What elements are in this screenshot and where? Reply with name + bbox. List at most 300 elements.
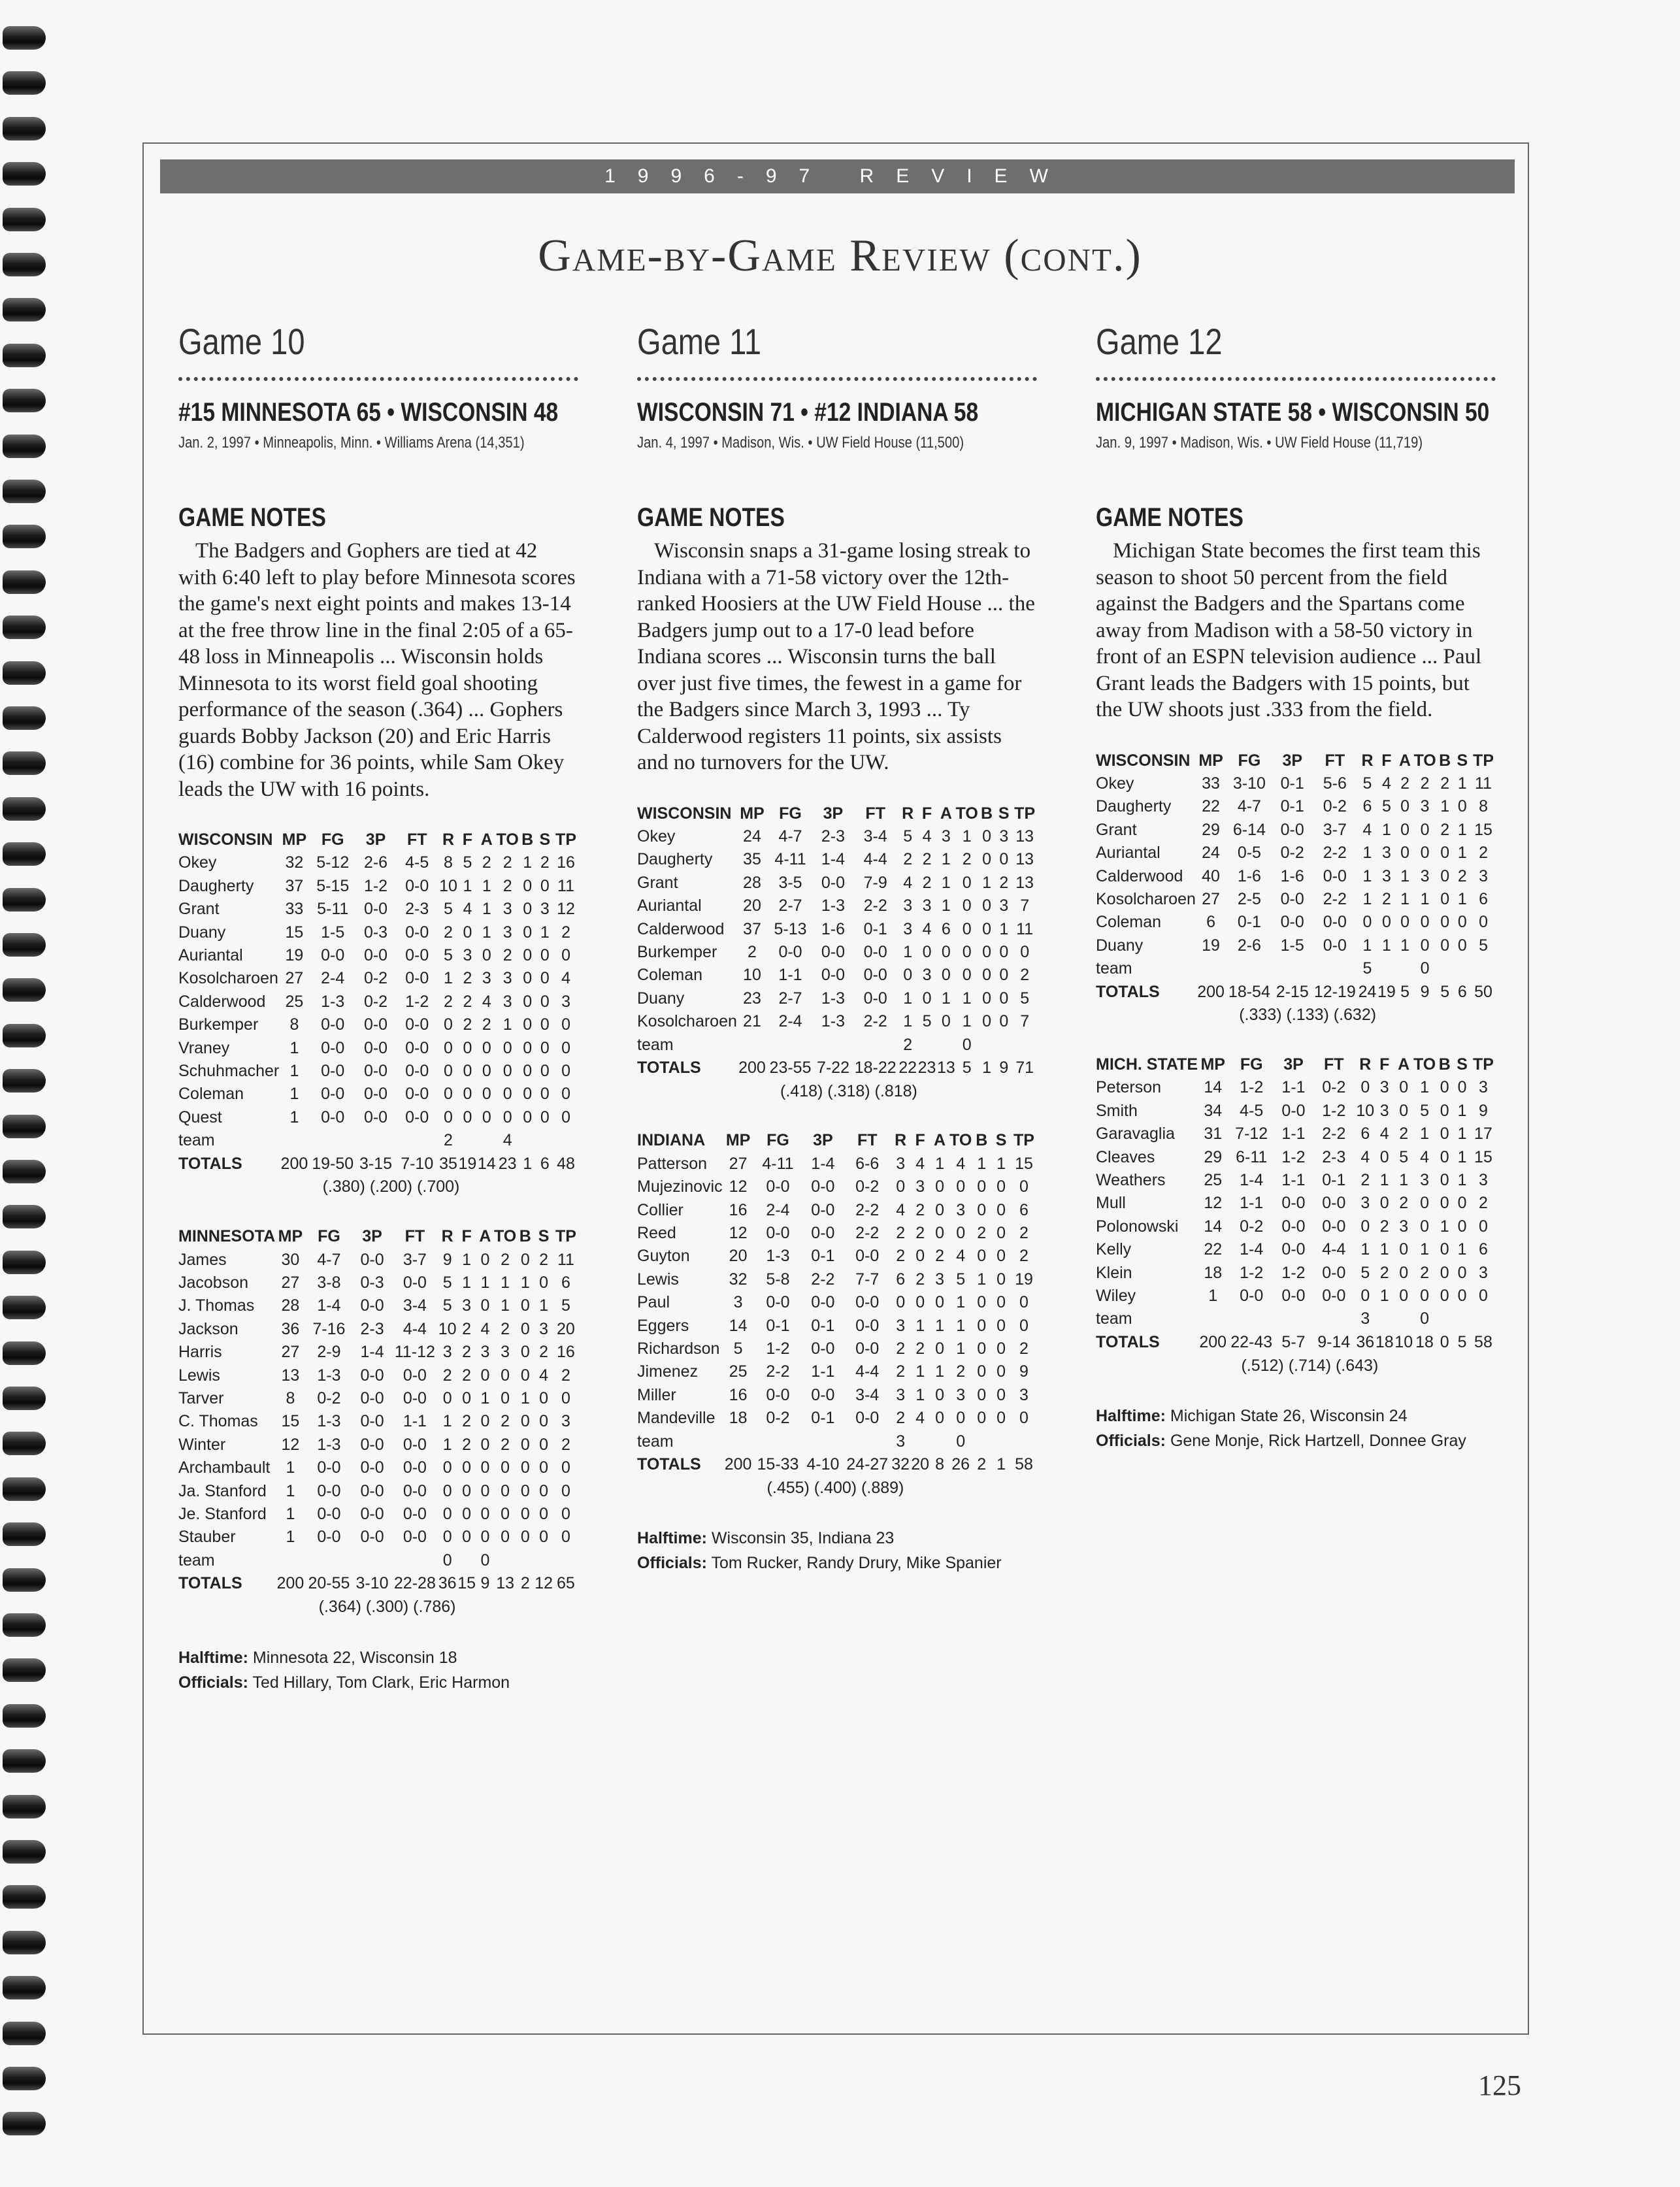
stat-cell: 3 xyxy=(463,946,472,965)
stat-cell: 7-12 xyxy=(1235,1125,1268,1143)
stat-cell: 1 xyxy=(289,1062,299,1081)
stat-cell: 0 xyxy=(896,1177,906,1196)
stat-cell: 2-2 xyxy=(1323,889,1347,908)
stat-cell: 4 xyxy=(561,969,570,988)
stat-cell: 0 xyxy=(540,946,550,965)
stat-cell: 19 xyxy=(1015,1270,1033,1289)
player-row xyxy=(1096,842,1496,864)
percentages-row xyxy=(178,1596,578,1619)
stat-cell: 0 xyxy=(922,989,932,1008)
stat-cell: 33 xyxy=(285,900,304,919)
stat-cell: 2 xyxy=(1420,1263,1430,1282)
stat-cell: 0 xyxy=(523,992,533,1011)
stat-cell: 4-5 xyxy=(1240,1101,1264,1120)
stat-cell: 0-3 xyxy=(363,923,388,942)
stat-cell xyxy=(1394,1307,1413,1330)
stat-cell: 2-3 xyxy=(360,1319,384,1338)
stat-cell: 3 xyxy=(1479,1078,1488,1097)
stat-cell: 2 xyxy=(462,1435,472,1454)
stat-cell xyxy=(279,1129,309,1152)
stat-cell: 1-1 xyxy=(1281,1125,1306,1143)
stat-cell: 1 xyxy=(1362,866,1372,885)
stat-cell: 21 xyxy=(743,1012,761,1031)
stat-cell: 3-8 xyxy=(317,1273,341,1292)
stat-cell: 1 xyxy=(1360,1240,1370,1259)
player-row xyxy=(178,1129,578,1152)
stat-cell: 0 xyxy=(540,1062,550,1081)
percentages-row xyxy=(1096,1354,1496,1377)
stat-cell: 0-1 xyxy=(1322,1171,1346,1189)
stat-cell: 22 xyxy=(1202,797,1220,816)
stat-cell: 0-0 xyxy=(863,942,887,961)
stat-cell: 6-14 xyxy=(1232,820,1266,839)
stat-cell: 0 xyxy=(480,1412,490,1431)
player-name: Richardson xyxy=(637,1340,720,1358)
stat-cell xyxy=(917,1034,936,1057)
stat-cell: 0-0 xyxy=(1281,1240,1306,1259)
stat-cell: 0-0 xyxy=(363,1085,388,1104)
stat-cell: 1 xyxy=(1457,889,1467,908)
stat-cell: 0-2 xyxy=(1322,1078,1346,1097)
binding-ring xyxy=(3,435,46,458)
stat-cell: 3 xyxy=(1420,866,1430,885)
stat-cell: 0-0 xyxy=(1280,913,1304,932)
stat-cell: 4 xyxy=(1360,1147,1370,1166)
stat-cell: 2-2 xyxy=(863,1012,887,1031)
stat-cell: 0-0 xyxy=(855,1316,880,1335)
stat-cell: 2 xyxy=(502,946,512,965)
game-footer xyxy=(637,1526,1037,1575)
stat-cell: 1 xyxy=(1457,774,1467,793)
stat-cell: 1 xyxy=(463,876,472,895)
column-header: 3P xyxy=(1283,1055,1304,1074)
stat-cell: 1 xyxy=(941,989,951,1008)
stat-cell xyxy=(1273,957,1312,980)
totals-row xyxy=(178,1153,578,1176)
stat-cell: 2 xyxy=(561,923,570,942)
column-header: MP xyxy=(1198,751,1223,770)
stat-cell xyxy=(723,1430,754,1453)
stat-cell: 0 xyxy=(1360,1217,1370,1236)
totals-cell: 200 xyxy=(280,1154,308,1173)
stat-cell: 20 xyxy=(557,1319,575,1338)
stat-cell: 0 xyxy=(962,873,972,892)
binding-ring xyxy=(3,1658,46,1682)
stat-cell: 15 xyxy=(1474,820,1492,839)
stat-cell: 0-0 xyxy=(405,1108,429,1126)
stat-cell: 1-6 xyxy=(1237,866,1261,885)
totals-cell: 18 xyxy=(1375,1332,1394,1351)
binding-ring xyxy=(3,1568,46,1592)
officials-line xyxy=(637,1551,1037,1575)
player-row xyxy=(637,825,1037,848)
totals-row xyxy=(637,1057,1037,1079)
binding-ring xyxy=(3,1341,46,1365)
stat-cell: 0 xyxy=(962,896,972,915)
stat-cell: 1 xyxy=(444,969,453,988)
stat-cell: 0 xyxy=(996,1247,1006,1266)
stat-cell: 0 xyxy=(1457,797,1467,816)
stat-cell: 1 xyxy=(1457,1171,1467,1189)
stat-cell: 0-0 xyxy=(403,1366,427,1385)
stat-cell: 0-0 xyxy=(317,1481,341,1500)
stat-cell: 2 xyxy=(444,992,453,1011)
game-heading: Game 12 xyxy=(1096,321,1223,362)
stat-cell: 0 xyxy=(482,1062,491,1081)
binding-ring xyxy=(3,71,46,95)
stat-cell: 1 xyxy=(1420,1125,1430,1143)
column-header: F xyxy=(461,1227,472,1246)
stat-cell: 0 xyxy=(935,1293,945,1312)
stat-cell: 0 xyxy=(935,1177,945,1196)
binding-ring xyxy=(3,1840,46,1864)
stat-cell xyxy=(1198,1307,1228,1330)
stat-cell: 0 xyxy=(962,919,972,938)
stat-cell: 3 xyxy=(922,966,932,985)
stat-cell: 1 xyxy=(956,1293,966,1312)
stat-cell: 3 xyxy=(1381,844,1391,863)
game-notes xyxy=(637,538,1037,776)
stat-cell xyxy=(1226,957,1272,980)
stat-cell: 5-11 xyxy=(317,900,349,919)
totals-cell: 19 xyxy=(1377,982,1396,1001)
stat-cell: 12 xyxy=(557,900,575,919)
stat-cell: 2 xyxy=(463,969,472,988)
player-row xyxy=(1096,865,1496,888)
stat-cell: 0 xyxy=(1020,942,1030,961)
stat-cell: 0 xyxy=(977,1340,987,1358)
stat-cell: 2-5 xyxy=(1237,889,1261,908)
stat-cell: 0 xyxy=(962,966,972,985)
stat-cell: 0-0 xyxy=(811,1293,835,1312)
stat-cell: 0-2 xyxy=(317,1389,341,1407)
box-score-header xyxy=(1096,1053,1496,1076)
stat-cell: 15 xyxy=(285,923,304,942)
player-name: Wiley xyxy=(1096,1287,1136,1306)
stat-cell: 0 xyxy=(482,1108,491,1126)
stat-cell: 7-9 xyxy=(863,873,887,892)
stat-cell: 2 xyxy=(501,1412,510,1431)
stat-cell: 0 xyxy=(540,969,550,988)
stat-cell: 0-0 xyxy=(360,1481,384,1500)
player-row xyxy=(178,875,578,898)
stat-cell: 0-0 xyxy=(811,1224,835,1242)
stat-cell: 0-0 xyxy=(405,1085,429,1104)
binding-ring xyxy=(3,1296,46,1319)
page-number: 125 xyxy=(1478,2069,1521,2101)
column-header: 3P xyxy=(813,1131,833,1150)
stat-cell xyxy=(1375,1307,1394,1330)
stat-cell: 0 xyxy=(462,1389,472,1407)
stat-cell: 0 xyxy=(561,1038,570,1057)
stat-cell: 1-1 xyxy=(811,1362,835,1381)
stat-cell: 1 xyxy=(1362,844,1372,863)
totals-cell: 50 xyxy=(1474,982,1492,1001)
stat-cell: 0 xyxy=(977,1409,987,1428)
totals-cell: 200 xyxy=(1199,1332,1227,1351)
stat-cell: 0 xyxy=(539,1435,549,1454)
stat-cell: 1 xyxy=(286,1481,295,1500)
player-name: Burkemper xyxy=(637,942,717,961)
stat-cell: 1 xyxy=(442,1435,452,1454)
stat-cell: 0-0 xyxy=(405,1015,429,1034)
stat-cell: 0-0 xyxy=(821,873,846,892)
player-name: Kosolcharoen xyxy=(1096,889,1196,908)
stat-cell: 6 xyxy=(896,1270,906,1289)
player-name: team xyxy=(1096,1309,1132,1328)
stat-cell: 5 xyxy=(903,827,913,846)
stat-cell: 2 xyxy=(1420,774,1430,793)
stat-cell: 3 xyxy=(1479,1171,1488,1189)
stat-cell: 0-0 xyxy=(403,1389,427,1407)
stat-cell: 0 xyxy=(561,946,570,965)
player-name: Coleman xyxy=(637,966,703,985)
stat-cell: 1-4 xyxy=(1240,1240,1264,1259)
game-11-column xyxy=(637,320,1037,1575)
totals-cell: 9 xyxy=(999,1058,1009,1077)
player-name: Okey xyxy=(1096,774,1134,793)
stat-cell: 0-0 xyxy=(403,1528,427,1547)
stat-cell: 0 xyxy=(501,1366,510,1385)
stat-cell xyxy=(477,1129,496,1152)
stat-cell: 0 xyxy=(1399,1078,1409,1097)
halftime-line xyxy=(1096,1404,1496,1428)
stat-cell: 9 xyxy=(1479,1101,1488,1120)
stat-cell: 0 xyxy=(523,1108,533,1126)
stat-cell: 12 xyxy=(281,1435,300,1454)
column-header: B xyxy=(1439,751,1451,770)
stat-cell: 3 xyxy=(999,896,1009,915)
stat-cell xyxy=(737,1034,767,1057)
stat-cell: 20 xyxy=(743,896,761,915)
player-row xyxy=(178,1341,578,1364)
player-row xyxy=(637,1034,1037,1057)
stat-cell: 0 xyxy=(996,1293,1006,1312)
stat-cell: 0 xyxy=(462,1481,472,1500)
stat-cell: 0-0 xyxy=(405,1062,429,1081)
player-row xyxy=(637,1010,1037,1033)
stat-cell: 0-0 xyxy=(363,946,388,965)
player-row xyxy=(178,1480,578,1503)
player-name: Peterson xyxy=(1096,1078,1162,1097)
stat-cell: 0 xyxy=(540,1085,550,1104)
stat-cell: 1-4 xyxy=(821,850,846,869)
shooting-percentages: (.512) (.714) (.643) xyxy=(1241,1356,1379,1375)
stat-cell: 0 xyxy=(501,1481,510,1500)
stat-cell: 4-4 xyxy=(403,1319,427,1338)
stat-cell: 11 xyxy=(1475,774,1492,793)
stat-cell: 0 xyxy=(444,1038,453,1057)
stat-cell: 0-2 xyxy=(1323,797,1347,816)
column-header: MP xyxy=(740,804,765,823)
stat-cell: 0-0 xyxy=(855,1247,880,1266)
stat-cell: 2 xyxy=(903,850,913,869)
stat-cell: 1 xyxy=(462,1250,472,1269)
stat-cell: 2 xyxy=(896,1362,906,1381)
stat-cell: 2 xyxy=(1379,1263,1389,1282)
stat-cell: 0-0 xyxy=(1281,1194,1306,1213)
stat-cell: 1 xyxy=(442,1412,452,1431)
stat-cell: 0 xyxy=(1399,1240,1409,1259)
stat-cell: 1 xyxy=(286,1504,295,1523)
stat-cell: 1 xyxy=(1362,889,1372,908)
stat-cell: 0 xyxy=(520,1528,530,1547)
player-name: Tarver xyxy=(178,1389,224,1407)
stat-cell: 4 xyxy=(956,1247,966,1266)
stat-cell: 1 xyxy=(286,1458,295,1477)
stat-cell: 0 xyxy=(996,1340,1006,1358)
stat-cell: 1 xyxy=(982,873,991,892)
stat-cell: 0-0 xyxy=(403,1504,427,1523)
totals-cell: 200 xyxy=(276,1574,305,1593)
stat-cell: 2 xyxy=(442,1366,452,1385)
stat-cell: 1-3 xyxy=(317,1366,341,1385)
box-score-header xyxy=(178,829,578,851)
stat-cell: 1 xyxy=(286,1528,295,1547)
stat-cell: 11 xyxy=(1016,919,1034,938)
stat-cell: 3 xyxy=(1420,797,1430,816)
stat-cell: 0-0 xyxy=(360,1435,384,1454)
stat-cell: 0-0 xyxy=(403,1481,427,1500)
stat-cell: 0-2 xyxy=(1240,1217,1264,1236)
stat-cell: 0 xyxy=(539,1458,549,1477)
stat-cell: 0 xyxy=(915,1293,925,1312)
stat-cell: 0 xyxy=(941,966,951,985)
player-row xyxy=(637,1176,1037,1198)
stat-cell xyxy=(1011,1430,1037,1453)
player-name: Cleaves xyxy=(1096,1147,1155,1166)
column-header: TP xyxy=(1013,1131,1034,1150)
game-notes-text: The Badgers and Gophers are tied at 42 with 6:40 left to play before Minnesota scores the game's next eight points and makes 13-14 at the free throw line in the final 2:05 of a 65-48 loss in Minneapolis ... Wisconsin holds Minnesota to its worst field goal shooting performance of the season (.364) ... Gophers guards Bobby Jackson (20) and Eric Harris (16) combine for 36 points, while Sam Okey leads the UW with 16 points. xyxy=(178,539,576,801)
stat-cell: 0 xyxy=(520,1412,530,1431)
column-header: B xyxy=(519,1227,531,1246)
totals-cell: 8 xyxy=(935,1455,945,1474)
stat-cell: 0 xyxy=(1457,1194,1467,1213)
stat-cell: 0-0 xyxy=(1323,936,1347,955)
stat-cell: 0 xyxy=(996,1200,1006,1219)
column-header: FT xyxy=(1325,751,1345,770)
stat-cell: 0-2 xyxy=(363,992,388,1011)
stat-cell: 1 xyxy=(482,900,491,919)
player-row xyxy=(637,1245,1037,1268)
stat-cell: 5 xyxy=(1479,936,1488,955)
stat-cell: 0 xyxy=(935,1340,945,1358)
stat-cell: 0 xyxy=(982,989,991,1008)
stat-cell: 0 xyxy=(502,1085,512,1104)
stat-cell: 0 xyxy=(1399,1101,1409,1120)
column-header: A xyxy=(934,1131,946,1150)
player-row xyxy=(637,1384,1037,1407)
stat-cell: 0-2 xyxy=(766,1409,790,1428)
stat-cell: 0-0 xyxy=(317,1504,341,1523)
stat-cell: 0-0 xyxy=(321,1062,345,1081)
player-row xyxy=(1096,772,1496,795)
game-footer xyxy=(178,1645,578,1695)
stat-cell: 6 xyxy=(1360,1125,1370,1143)
binding-ring xyxy=(3,525,46,548)
binding-ring xyxy=(3,2022,46,2045)
stat-cell: 1 xyxy=(520,1273,530,1292)
player-row xyxy=(1096,1076,1496,1099)
stat-cell: 0 xyxy=(1420,959,1430,978)
stat-cell: 0 xyxy=(539,1504,549,1523)
stat-cell: 1 xyxy=(935,1154,945,1173)
game-10-column xyxy=(178,320,578,1695)
stat-cell: 0 xyxy=(1457,1263,1467,1282)
stat-cell: 0 xyxy=(520,1296,530,1315)
totals-cell: 0 xyxy=(1440,1332,1449,1351)
column-header: F xyxy=(1381,751,1392,770)
stat-cell: 5-8 xyxy=(766,1270,790,1289)
stat-cell: 1 xyxy=(480,1389,490,1407)
stat-cell: 1 xyxy=(941,896,951,915)
stat-cell: 2 xyxy=(482,853,491,872)
stat-cell: 0 xyxy=(540,1015,550,1034)
stat-cell: 2-4 xyxy=(321,969,345,988)
stat-cell: 4 xyxy=(915,1154,925,1173)
stat-cell: 0-0 xyxy=(317,1528,341,1547)
stat-cell: 3 xyxy=(896,1385,906,1404)
totals-cell: 1 xyxy=(982,1058,991,1077)
stat-cell: 0 xyxy=(1360,1078,1370,1097)
column-header: R xyxy=(442,830,455,849)
totals-cell: 5 xyxy=(1457,1332,1467,1351)
totals-cell: 32 xyxy=(891,1455,910,1474)
stat-cell: 0 xyxy=(442,1504,452,1523)
totals-cell: 2 xyxy=(520,1574,530,1593)
stat-cell xyxy=(936,1034,955,1057)
stat-cell: 0 xyxy=(1019,1293,1029,1312)
stat-cell: 7 xyxy=(1020,1012,1030,1031)
stat-cell: 0 xyxy=(520,1504,530,1523)
player-name: Grant xyxy=(637,873,678,892)
shooting-percentages: (.380) (.200) (.700) xyxy=(322,1177,460,1196)
game-score: #15 MINNESOTA 65 • WISCONSIN 48 xyxy=(178,398,559,427)
totals-cell: 24-27 xyxy=(846,1455,889,1474)
stat-cell: 27 xyxy=(729,1154,748,1173)
stat-cell: 0 xyxy=(999,1012,1009,1031)
stat-cell: 13 xyxy=(1015,873,1034,892)
stat-cell xyxy=(910,1430,930,1453)
stat-cell: 0 xyxy=(520,1435,530,1454)
stat-cell: 0 xyxy=(540,1108,550,1126)
stat-cell: 0 xyxy=(1019,1409,1029,1428)
stat-cell: 0 xyxy=(982,966,991,985)
stat-cell: 0 xyxy=(539,1273,549,1292)
stat-cell: 0-2 xyxy=(363,969,388,988)
stat-cell: 15 xyxy=(1474,1147,1492,1166)
stat-cell: 0 xyxy=(561,1481,570,1500)
stat-cell: 4-11 xyxy=(762,1154,794,1173)
stat-cell: 2 xyxy=(1440,820,1450,839)
stat-cell: 1 xyxy=(903,942,913,961)
stat-cell: 1-2 xyxy=(1281,1147,1306,1166)
totals-cell: 4-10 xyxy=(806,1455,840,1474)
stat-cell: 3 xyxy=(935,1270,945,1289)
percentages-row xyxy=(1096,1004,1496,1027)
stat-cell: 0 xyxy=(915,1247,925,1266)
spacer-cell xyxy=(637,1476,754,1500)
player-name: Guyton xyxy=(637,1247,690,1266)
column-header: R xyxy=(1361,751,1374,770)
stat-cell xyxy=(1396,957,1414,980)
stat-cell: 2 xyxy=(896,1247,906,1266)
player-name: Kosolcharoen xyxy=(637,1012,737,1031)
stat-cell: 0-0 xyxy=(863,989,887,1008)
totals-cell: 14 xyxy=(477,1154,496,1173)
stat-cell: 0 xyxy=(1457,936,1467,955)
player-row xyxy=(178,1294,578,1317)
